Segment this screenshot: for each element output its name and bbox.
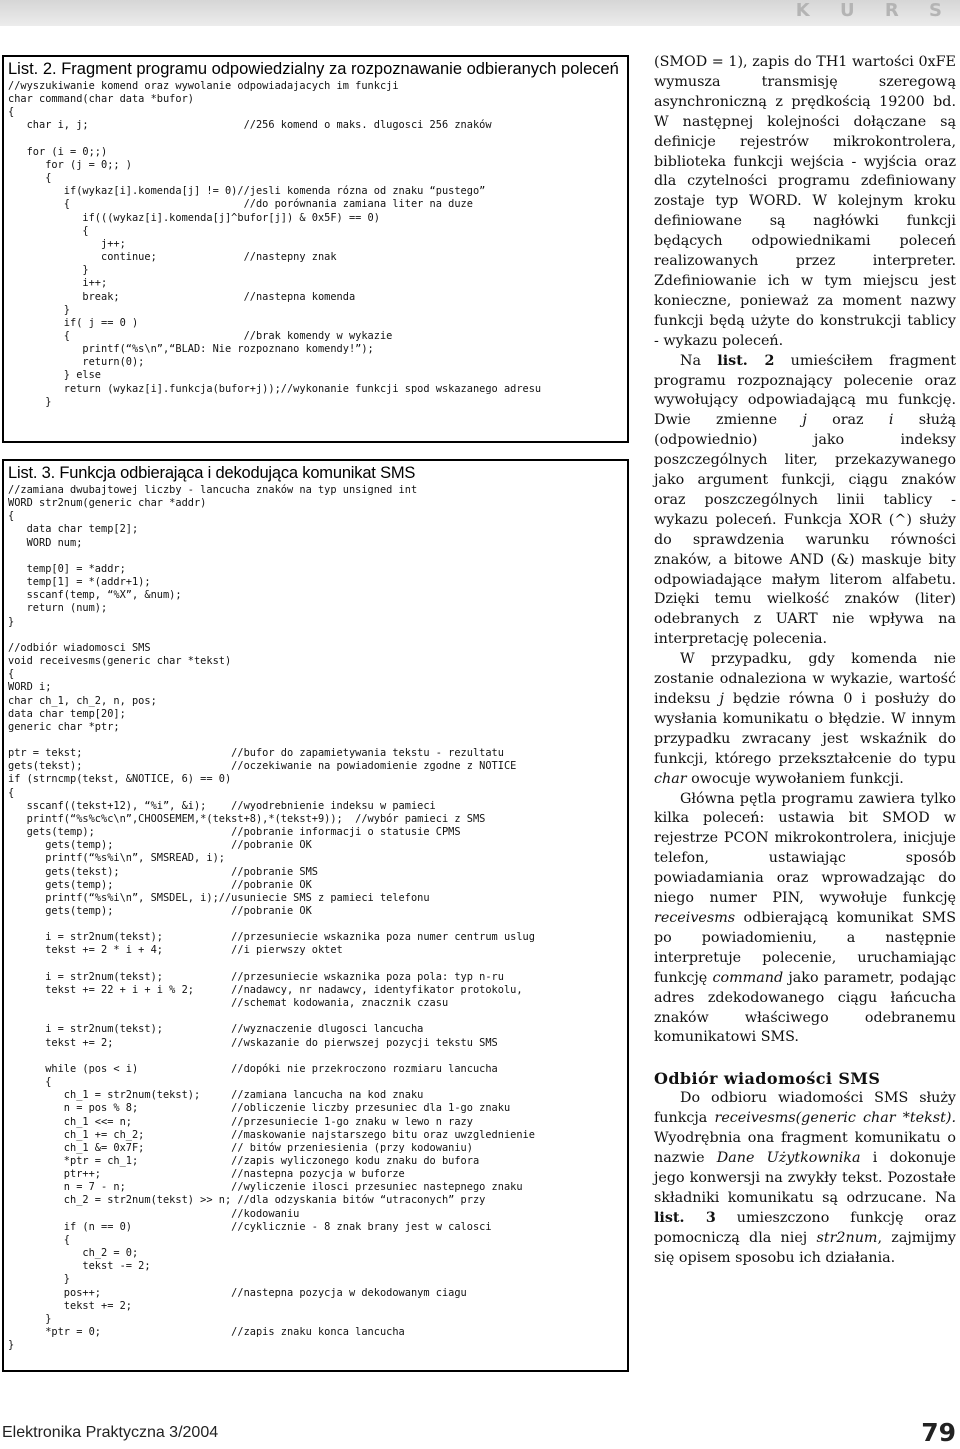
- listing-3-code: //zamiana dwubajtowej liczby - lancucha znaków na typ unsigned int WORD str2num(generic char *addr) { data char temp[2]; WORD num; temp[0] = *addr; temp[1] = *(addr+1); sscanf(temp, “%X”, &num); return (num); } //odbiór wiadomosci SMS void receivesms(generic char *tekst) { WORD i; char ch_1, ch_2, n, pos; data char temp[20]; generic char *ptr; ptr = tekst; //bufor do zapamietywania tekstu - rezultatu gets(tekst); //oczekiwanie na powiadomienie zgodne z NOTICE if (strncmp(tekst, &NOTICE, 6) == 0) { sscanf((tekst+12), “%i”, &i); //wyodrebnienie indeksu w pamieci printf(“%s%c%c\n”,CHOOSEMEM,*(tekst+8),*(tekst+9)); //wybór pamieci z SMS gets(temp); //pobranie informacji o statusie CPMS gets(temp); //pobranie OK printf(“%s%i\n”, SMSREAD, i); gets(tekst); //pobranie SMS gets(temp); //pobranie OK printf(“%s%i\n”, SMSDEL, i);//usuniecie SMS z pamieci telefonu gets(temp); //pobranie OK i = str2num(tekst); //przesuniecie wskaznika poza numer centrum uslug tekst += 2 * i + 4; //i pierwszy oktet i = str2num(tekst); //przesuniecie wskaznika poza pola: typ n-ru tekst += 22 + i + i % 2; //nadawcy, nr nadawcy, identyfikator protokolu, //schemat kodowania, znacznik czasu i = str2num(tekst); //wyznaczenie dlugosci lancucha tekst += 2; //wskazanie do pierwszej pozycji tekstu SMS while (pos < i) //dopóki nie przekroczono rozmiaru lancucha { ch_1 = str2num(tekst); //zamiana lancucha na kod znaku n = pos % 8; //obliczenie liczby przesuniec dla 1-go znaku ch_1 <<= n; //przesuniecie 1-go znaku w lewo n razy ch_1 += ch_2; //maskowanie najstarszego bitu oraz uwzglednienie ch_1 &= 0x7F; // bitów przeniesienia (przy kodowaniu) *ptr = ch_1; //zapis wyliczonego kodu znaku do bufora ptr++; //nastepna pozycja w buforze n = 7 - n; //wyliczenie ilosci przesuniec nastepnego znaku ch_2 = str2num(tekst) >> n; //dla odzyskania bitów “utraconych” przy //kodowaniu if (n == 0) //cyklicznie - 8 znak brany jest w calosci { ch_2 = 0; tekst -= 2; } pos++; //nastepna pozycja w dekodowanym ciagu tekst += 2; } *ptr = 0; //zapis znaku konca lancucha }: [8, 484, 535, 1352]
- listing-2-ref: list. 2: [717, 352, 775, 369]
- listing-3: [2, 459, 629, 1372]
- section-label: K U R S: [795, 0, 954, 21]
- paragraph-2: Na list. 2 umieściłem fragment programu rozpoznający polecenie oraz wywołujący odpowiadającą mu funkcję. Dwie zmienne j oraz i służą (odpowiednio) jako indeksy poszczególnych liter, przekazywanego jako argument funkcji, ciągu znaków oraz poszczególnych linii tablicy - wykazu poleceń. Funkcja XOR (^) służy do sprawdzenia warunku równości znaków, a bitowe AND (&) maskuje bity odpowiadające małym literom alfabetu. Dzięki temu wielkość znaków (liter) odebranych z UART nie wpływa na interpretację polecenia.: [654, 352, 957, 648]
- page-number: 79: [921, 1418, 956, 1447]
- section-heading: Odbiór wiadomości SMS: [654, 1069, 881, 1089]
- paragraph-5: Do odbioru wiadomości SMS służy funkcja receivesms(generic char *tekst). Wyodrębnia ona fragment komunikatu o nazwie Dane Użytkownika i dokonuje jego konwersji na zwykły tekst. Pozostałe składniki komunikatu są odrzucane. Na list. 3 umieszczono funkcję oraz pomocniczą dla niej str2num, zajmijmy się opisem sposobu ich działania.: [654, 1090, 956, 1266]
- footer-magazine: Elektronika Praktyczna 3/2004: [2, 1424, 219, 1441]
- listing-2: [2, 55, 629, 443]
- listing-2-code: //wyszukiwanie komend oraz wywolanie odpowiadajacych im funkcji char command(char data *bufor) { char i, j; //256 komend o maks. dlugosci 256 znaków for (i = 0;;) for (j = 0;; ) { if(wykaz[i].komenda[j] != 0)//jesli komenda rózna od znaku “pustego” { //do porównania zamiana liter na duze if(((wykaz[i].komenda[j]^bufor[j]) & 0x5F) == 0) { j++; continue; //nastepny znak } i++; break; //nastepna komenda } if( j == 0 ) { //brak komendy w wykazie printf(“%s\n”,“BLAD: Nie rozpoznano komendy!”); return(0); } else return (wykaz[i].funkcja(bufor+j));//wykonanie funkcji spod wskazanego adresu }: [8, 80, 542, 408]
- paragraph-4: Główna pętla programu zawiera tylko kilka poleceń: ustawia bit SMOD w rejestrze PCON mikrokontrolera, inicjuje telefon, ustawiając sposób powiadamiania oraz wprowadzając do niego numer PIN, wywołuje funkcję receivesms odbierającą komunikat SMS po powiadomieniu, a następnie interpretuje polecenie, uruchamiając funkcję command jako parametr, podając adres zdekodowanego ciągu łańcucha znaków właściwego odebranemu komunikatowi SMS.: [654, 790, 956, 1046]
- listing-3-title: List. 3. Funkcja odbierająca i dekodująca komunikat SMS: [8, 464, 416, 482]
- paragraph-1: (SMOD = 1), zapis do TH1 wartości 0xFE wymusza transmisję szeregową asynchroniczną z prędkością 19200 bd. W następnej kolejności dołączane są definicje rejestrów mikrokontrolera, biblioteka funkcji wejścia - wyjścia oraz dla czytelności programu zdefiniowany zostaje typ WORD. W kolejnym kroku definiowane są nagłówki funkcji będących odpowiednikami poleceń realizowanych przez interpreter. Zdefiniowanie ich w tym miejscu jest konieczne, ponieważ za moment nazwy funkcji będą użyte do konstrukcji tablicy - wykazu poleceń.: [654, 54, 956, 349]
- article-column: [654, 53, 956, 1268]
- listing-3-ref: list. 3: [654, 1209, 716, 1226]
- paragraph-3: W przypadku, gdy komenda nie zostanie odnaleziona w wykazie, wartość indeksu j będzie równa 0 i posłuży do wysłania komunikatu o błędzie. W innym przypadku zwracany jest wskaźnik do funkcji, którego przekształcenie do typu char owocuje wywołaniem funkcji.: [654, 651, 956, 787]
- listing-2-title: List. 2. Fragment programu odpowiedzialny za rozpoznawanie odbieranych poleceń: [8, 60, 619, 78]
